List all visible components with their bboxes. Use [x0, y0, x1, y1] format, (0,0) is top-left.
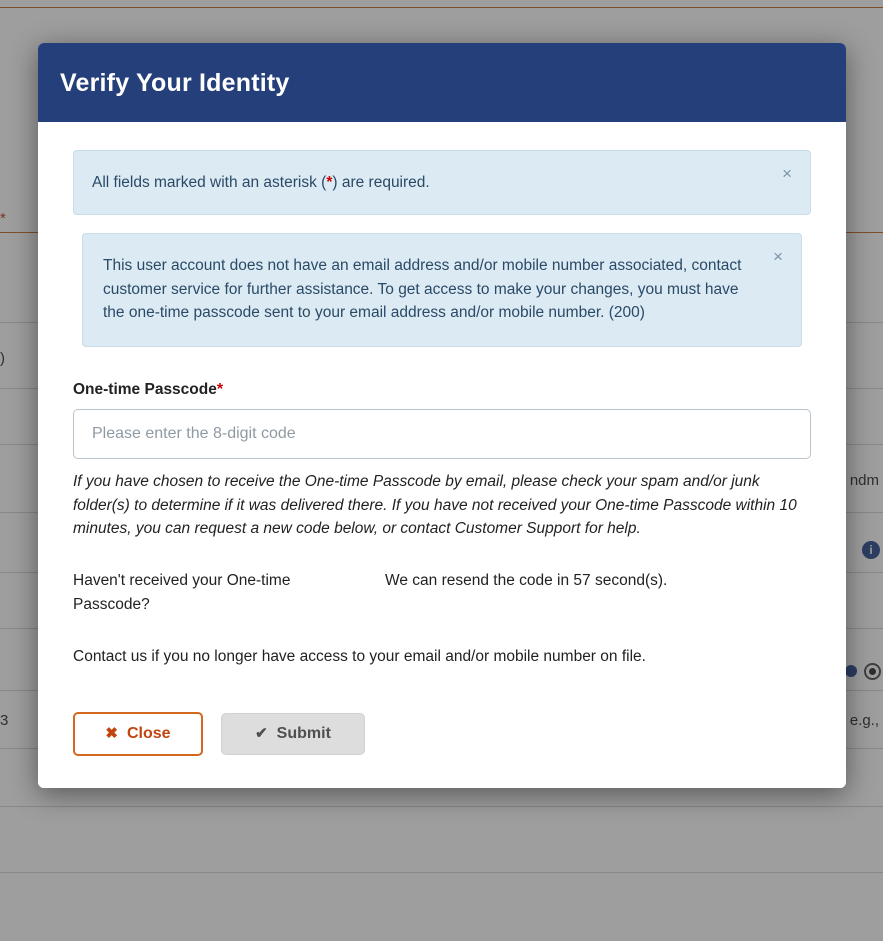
close-button[interactable]	[73, 712, 203, 756]
otp-help-text: If you have chosen to receive the One-time Passcode by email, please check your spam and/or junk folder(s) to determine if it was delivered there. If you have not received your One-time Passcode within 10 minutes, you can request a new code below, or contact Customer Support for help.	[73, 473, 797, 538]
background-left-text-1: *	[0, 210, 6, 227]
contact-support-text: Contact us if you no longer have access to your email and/or mobile number on file.	[73, 647, 646, 665]
background-left-text-2: )	[0, 350, 5, 367]
otp-input[interactable]	[73, 409, 811, 459]
required-fields-text-after: ) are required.	[332, 174, 430, 191]
close-icon[interactable]: ×	[776, 161, 798, 186]
resend-timer-text: We can resend the code in 57 second(s).	[385, 571, 668, 589]
no-contact-info-text: This user account does not have an email address and/or mobile number associated, contact customer service for further assistance. To get access to make your changes, you must have the one-time passcode sent to your email address and/or mobile number. (200)	[103, 257, 742, 321]
required-fields-alert	[73, 150, 811, 215]
otp-label	[73, 381, 223, 399]
required-asterisk: *	[216, 381, 224, 398]
required-fields-text-before: All fields marked with an asterisk (	[92, 174, 327, 191]
submit-button-label: Submit	[276, 724, 331, 742]
check-mark-icon: ✔	[255, 725, 268, 743]
x-mark-icon: ✖	[105, 725, 118, 743]
dialog-header	[38, 43, 846, 122]
required-asterisk: *	[326, 174, 333, 191]
resend-row	[73, 569, 811, 617]
dialog-body	[38, 122, 846, 788]
dialog-actions	[73, 712, 811, 756]
close-button-label: Close	[127, 724, 171, 742]
resend-question: Haven't received your One-time Passcode?	[73, 571, 291, 613]
info-icon: i	[862, 541, 880, 559]
page-title: Verify Your Identity	[60, 69, 290, 97]
submit-button[interactable]	[221, 713, 365, 755]
background-right-text-2: e.g.,	[849, 712, 879, 729]
otp-field-block	[73, 381, 811, 459]
no-contact-info-alert	[82, 233, 802, 347]
background-right-text-1: ndm	[849, 472, 879, 489]
otp-label-text: One-time Passcode	[73, 381, 217, 398]
verify-identity-dialog	[38, 43, 846, 788]
background-left-text-3: 3	[0, 712, 9, 729]
close-icon[interactable]: ×	[767, 244, 789, 269]
